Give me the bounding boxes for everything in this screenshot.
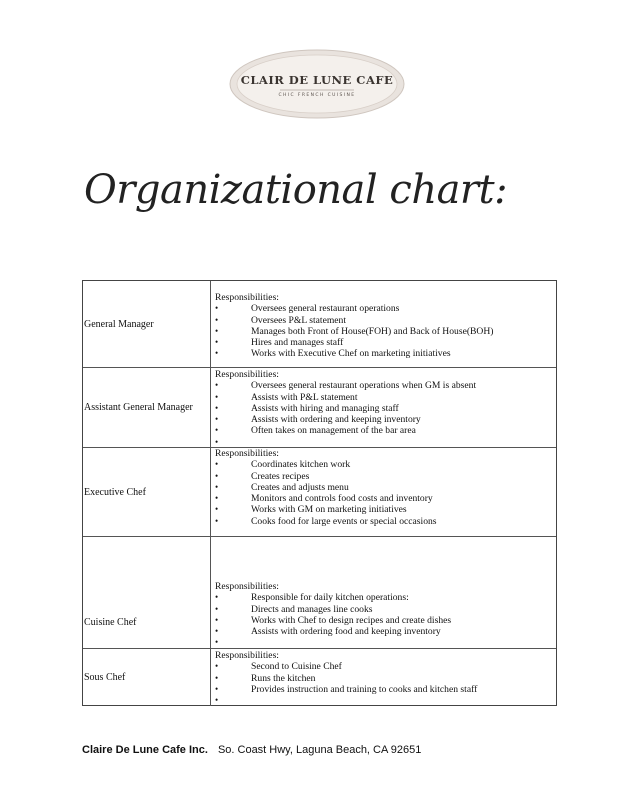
table-row-cuisine-chef [83,537,556,649]
list-item [215,695,554,706]
bullet-icon: • [215,391,219,402]
responsibilities-cell [215,650,554,706]
bullet-icon: • [215,683,219,694]
list-item: • Oversees general restaurant operations [215,303,400,315]
list-item: • Oversees general restaurant operations when GM is absent [215,380,477,392]
responsibilities-cell [215,581,554,649]
responsibilities-label: Responsibilities: [215,650,279,661]
list-item: • Second to Cuisine Chef [215,661,342,673]
list-item: • Provides instruction and training to cooks and kitchen staff [215,683,478,695]
bullet-icon: • [215,493,219,504]
page-footer [82,744,421,756]
bullet-icon: • [215,436,219,447]
bullet-icon: • [215,614,219,625]
list-item: • Runs the kitchen [215,672,316,684]
bullet-icon: • [215,325,219,336]
role-label: Assistant General Manager [83,368,211,447]
bullet-icon: • [215,626,219,637]
table-row-sous-chef [83,649,556,706]
responsibilities-label: Responsibilities: [215,448,279,459]
bullet-icon: • [215,637,219,648]
bullet-icon: • [215,592,219,603]
bullet-icon: • [215,380,219,391]
bullet-icon: • [215,337,219,348]
role-label: Sous Chef [83,649,211,706]
list-item: • Works with Chef to design recipes and create dishes [215,614,452,626]
bullet-icon: • [215,402,219,413]
list-item: • Assists with P&L statement [215,391,358,403]
bullet-icon: • [215,695,219,706]
bullet-icon: • [215,303,219,314]
bullet-icon: • [215,515,219,526]
list-item: • Monitors and controls food costs and inventory [215,493,433,505]
list-item: • Assists with ordering and keeping inventory [215,414,421,426]
bullet-icon: • [215,414,219,425]
logo-title: CLAIR DE LUNE CAFE [240,73,394,87]
list-item [215,637,554,648]
bullet-icon: • [215,672,219,683]
table-row-assistant-general-manager [83,368,556,448]
bullet-icon: • [215,504,219,515]
bullet-icon: • [215,425,219,436]
bullet-icon: • [215,348,219,359]
list-item: • Creates recipes [215,470,310,482]
list-item: • Assists with ordering food and keeping inventory [215,626,441,638]
list-item: • Directs and manages line cooks [215,603,373,615]
page-title: Organizational chart: [84,167,508,213]
bullet-icon: • [215,661,219,672]
list-item: • Cooks food for large events or special occasions [215,515,437,527]
bullet-icon: • [215,481,219,492]
table-row-general-manager [83,281,556,368]
list-item [215,437,554,448]
list-item: • Creates and adjusts menu [215,481,349,493]
bullet-icon: • [215,603,219,614]
responsibilities-cell [215,448,554,527]
list-item: • Often takes on management of the bar area [215,425,416,437]
org-chart-table [82,280,557,706]
list-item: • Works with Executive Chef on marketing initiatives [215,348,451,360]
list-item: • Assists with hiring and managing staff [215,402,399,414]
bullet-icon: • [215,314,219,325]
logo [228,48,406,120]
list-item: • Coordinates kitchen work [215,459,351,471]
role-label: Executive Chef [83,448,211,536]
footer-company: Claire De Lune Cafe Inc. [82,744,208,756]
responsibilities-cell [215,369,554,448]
logo-subtitle: CHIC FRENCH CUISINE [278,93,356,98]
role-label: General Manager [83,281,211,367]
responsibilities-cell [215,292,554,360]
responsibilities-label: Responsibilities: [215,292,279,303]
list-item: • Manages both Front of House(FOH) and Back of House(BOH) [215,325,494,337]
responsibilities-label: Responsibilities: [215,581,279,592]
role-label: Cuisine Chef [83,537,211,648]
list-item: • Oversees P&L statement [215,314,347,326]
list-item: • Hires and manages staff [215,337,344,349]
bullet-icon: • [215,459,219,470]
bullet-icon: • [215,470,219,481]
list-item: • Works with GM on marketing initiatives [215,504,407,516]
footer-address: So. Coast Hwy, Laguna Beach, CA 92651 [217,744,422,756]
table-row-executive-chef [83,448,556,537]
responsibilities-label: Responsibilities: [215,369,279,380]
list-item: • Responsible for daily kitchen operations: [215,592,409,604]
